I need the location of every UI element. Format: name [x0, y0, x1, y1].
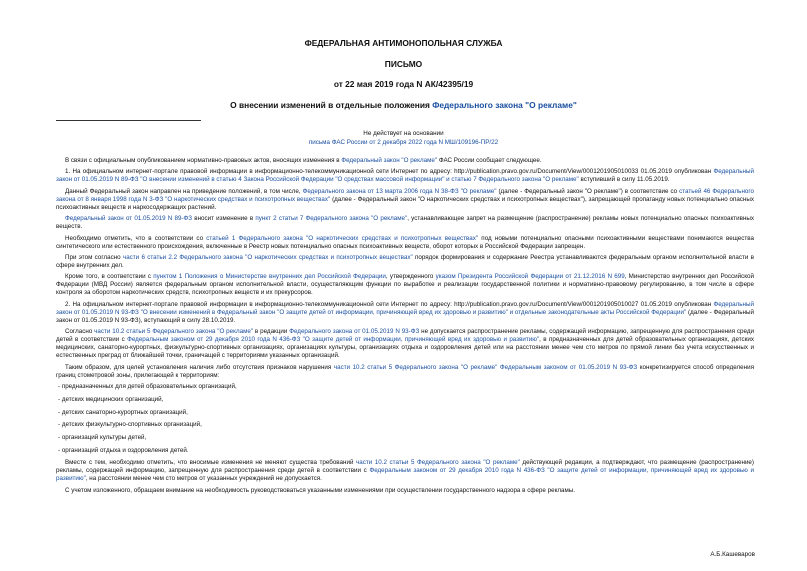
- list-item: [56, 434, 754, 442]
- paragraph: [56, 328, 754, 360]
- paragraph-text: 2. На официальном интернет-портале правовой информации в информационно-телекоммуникационной сети Интернет по адресу: http://publication.pravo.gov.ru/Document/View/0001201905010027 01.05.2019 опубликован: [65, 300, 714, 308]
- list-item: [56, 396, 754, 404]
- title-law-link[interactable]: Федерального закона "О рекламе": [432, 100, 577, 110]
- paragraph-text: (далее - Федеральный закон от 01.05.2019 N 93-ФЗ), вступающий в силу 28.10.2019.: [56, 308, 754, 324]
- paragraph-text: конкретизируется способ определения границ стометровой зоны, прилегающей к территориям:: [56, 363, 754, 379]
- law-reference-link[interactable]: пункт 2 статьи 7 Федерального закона "О рекламе": [255, 215, 408, 223]
- law-reference-link[interactable]: части 6 статьи 2.2 Федерального закона "О наркотических средствах и психотропных веществах": [122, 253, 413, 261]
- law-reference-link[interactable]: части 10.2 статьи 5 Федерального закона "О рекламе": [356, 459, 520, 467]
- validity-notice: [0, 129, 807, 147]
- paragraph-text: , на расстоянии менее чем сто метров от указанных учреждений не допускается.: [85, 475, 322, 483]
- paragraph-text: , в предназначенных для детей образовательных организациях, детских медицинских, санаторно-курортных, физкультурно-спортивных организациях, организациях культуры, организациях отдыха и оздоровления детей или на расстоянии менее чем сто метров по прямой линии без учета искусственных и естественных преград от ближайшей точки, граничащей с территориями указанных организаций.: [56, 336, 754, 360]
- law-reference-link[interactable]: части 10.2 статьи 5 Федерального закона "О рекламе": [333, 363, 498, 371]
- law-reference-link[interactable]: Федеральным законом от 01.05.2019 N 93-ФЗ: [499, 363, 638, 371]
- law-reference-link[interactable]: статьей 1 Федерального закона "О наркотических средствах и психотропных веществах": [206, 234, 479, 242]
- law-reference-link[interactable]: Федерального закона от 13 марта 2006 года N 38-ФЗ "О рекламе": [302, 187, 497, 195]
- divider: [56, 120, 201, 121]
- paragraph-text: В связи с официальным опубликованием нормативно-правовых актов, вносящих изменения в: [65, 157, 342, 164]
- law-reference-link[interactable]: пунктом 1 Положения о Министерстве внутренних дел Российской Федерации: [153, 273, 386, 281]
- paragraph-text: , устанавливающее запрет на размещение (распространение) рекламы новых потенциально опасных психоактивных веществ.: [56, 215, 755, 231]
- paragraph: [56, 301, 754, 325]
- paragraph-text: ФАС России сообщает следующее.: [437, 157, 542, 164]
- paragraph-text: , утвержденного: [385, 273, 436, 281]
- notice-text: Не действует на основании: [363, 130, 444, 137]
- paragraph: [56, 459, 754, 483]
- paragraph-text: 1. На официальном интернет-портале правовой информации в информационно-телекоммуникационной сети Интернет по адресу: http://publication.pravo.gov.ru/Document/View/0001201905010033 01.05.2019 опубликован: [65, 168, 714, 176]
- paragraph-text: - предназначенных для детей образовательных организаций,: [58, 383, 237, 391]
- law-reference-link[interactable]: Федеральным законом от 29 декабря 2010 года N 436-ФЗ "О защите детей от информации, причиняющей вред их здоровью и развитию": [56, 467, 755, 483]
- paragraph: [56, 235, 754, 251]
- paragraph: [56, 273, 754, 297]
- paragraph-text: в редакции: [253, 328, 290, 336]
- paragraph-text: вносит изменение в: [192, 215, 256, 223]
- paragraph-text: - организаций отдыха и оздоровления детей.: [58, 446, 189, 454]
- law-reference-link[interactable]: Федеральный закон от 01.05.2019 N 89-ФЗ: [65, 215, 193, 223]
- list-item: [56, 383, 754, 391]
- paragraph-text: вступивший в силу 11.05.2019.: [578, 176, 670, 184]
- paragraph: [56, 168, 754, 184]
- paragraph-text: - детских санаторно-курортных организаций,: [58, 408, 188, 416]
- paragraph: [56, 254, 754, 270]
- paragraph: [56, 487, 754, 495]
- paragraph-text: С учетом изложенного, обращаем внимание на необходимость руководствоваться указанными изменениями при осуществлении государственного надзора в сфере рекламы.: [65, 486, 576, 494]
- paragraph-text: , Министерство внутренних дел Российской Федерации (МВД России) является федеральным органом исполнительной власти, осуществляющим функции по выработке и реализации государственной политики и нормативно-правовому регулированию, в том числе в сфере контроля за оборотом наркотических средств, психотропных веществ и их прекурсоров.: [56, 273, 754, 297]
- paragraph-text: При этом согласно: [65, 253, 123, 261]
- paragraph-text: порядок формирования и содержание Реестра устанавливаются федеральным органом исполнительной власти в сфере внутренних дел.: [56, 253, 754, 269]
- document-title: [0, 100, 807, 110]
- paragraph-text: - организаций культуры детей,: [58, 433, 147, 441]
- law-reference-link[interactable]: Федеральный закон "О рекламе": [341, 157, 438, 164]
- law-reference-link[interactable]: указом Президента Российской Федерации от 21.12.2016 N 699: [435, 273, 625, 281]
- paragraph-text: Данный Федеральный закон направлен на приведение положений, в том числе,: [65, 187, 303, 195]
- agency-name: ФЕДЕРАЛЬНАЯ АНТИМОНОПОЛЬНАЯ СЛУЖБА: [304, 38, 503, 48]
- document-type: ПИСЬМО: [384, 59, 423, 69]
- law-reference-link[interactable]: Федерального закона от 01.05.2019 N 93-ФЗ: [289, 328, 420, 336]
- paragraph-text: (далее - Федеральный закон "О наркотических средствах и психотропных веществах"), запрещающей пропаганду новых потенциально опасных психоактивных веществ и наркосодержащих растений.: [56, 195, 755, 211]
- law-reference-link[interactable]: части 10.2 статьи 5 Федерального закона "О рекламе": [94, 328, 254, 336]
- paragraph: [56, 215, 754, 231]
- paragraph-text: Необходимо отметить, что в соответствии со: [65, 234, 207, 242]
- paragraph-text: - детских физкультурно-спортивных организаций,: [58, 421, 202, 429]
- law-reference-link[interactable]: статьей 46 Федерального закона от 8 января 1998 года N 3-ФЗ "О наркотических средствах и психотропных веществах": [56, 187, 754, 203]
- law-reference-link[interactable]: Федеральный закон от 01.05.2019 N 89-ФЗ "О внесении изменений в статью 4 Закона Российской Федерации "О средствах массовой информации" и статью 7 Федерального закона "О рекламе": [56, 168, 754, 184]
- law-reference-link[interactable]: Федеральный закон от 01.05.2019 N 93-ФЗ "О внесении изменений в Федеральный закон "О защите детей от информации, причиняющей вред их здоровью и развитию" и отдельные законодательные акты Российской Федерации": [56, 300, 754, 316]
- paragraph: [56, 188, 754, 212]
- paragraph-text: Кроме того, в соответствии с: [65, 273, 154, 281]
- paragraph: [56, 364, 754, 380]
- paragraph-text: (далее - Федеральный закон "О рекламе") в соответствие со: [496, 187, 680, 195]
- paragraph-text: Вместе с тем, необходимо отметить, что вносимые изменения не меняют существа требований: [65, 459, 357, 467]
- paragraph-text: под новыми потенциально опасными психоактивными веществами понимаются вещества синтетического или естественного происхождения, включенные в Реестр новых потенциально опасных психоактивных веществ, оборот которых в Российской Федерации запрещен.: [56, 234, 754, 250]
- notice-link[interactable]: письма ФАС России от 2 декабря 2022 года N МШ/109196-ПР/22: [308, 139, 499, 146]
- document-date: от 22 мая 2019 года N АК/42395/19: [333, 79, 474, 89]
- paragraph-text: Таким образом, для целей установления наличия либо отсутствия признаков нарушения: [65, 363, 334, 371]
- list-item: [56, 447, 754, 455]
- law-reference-link[interactable]: Федеральным законом от 29 декабря 2010 года N 436-ФЗ "О защите детей от информации, причиняющей вред их здоровью и развитию": [127, 336, 540, 344]
- list-item: [56, 421, 754, 429]
- paragraph-text: не допускается распространение рекламы, содержащей информацию, запрещенную для распространения среди детей в соответствии с: [56, 328, 754, 344]
- paragraph-text: Согласно: [65, 328, 95, 336]
- paragraph-text: действующей редакции, а подтверждают, что размещение (распространение) рекламы, содержащей информацию, запрещенную для распространения среди детей в соответствии с: [56, 459, 754, 475]
- list-item: [56, 409, 754, 417]
- paragraph-text: - детских медицинских организаций,: [58, 395, 164, 403]
- document-body: [56, 157, 754, 498]
- signature: А.Б.Кашеваров: [710, 551, 755, 558]
- title-prefix: О внесении изменений в отдельные положения: [230, 100, 433, 110]
- paragraph: [56, 157, 754, 165]
